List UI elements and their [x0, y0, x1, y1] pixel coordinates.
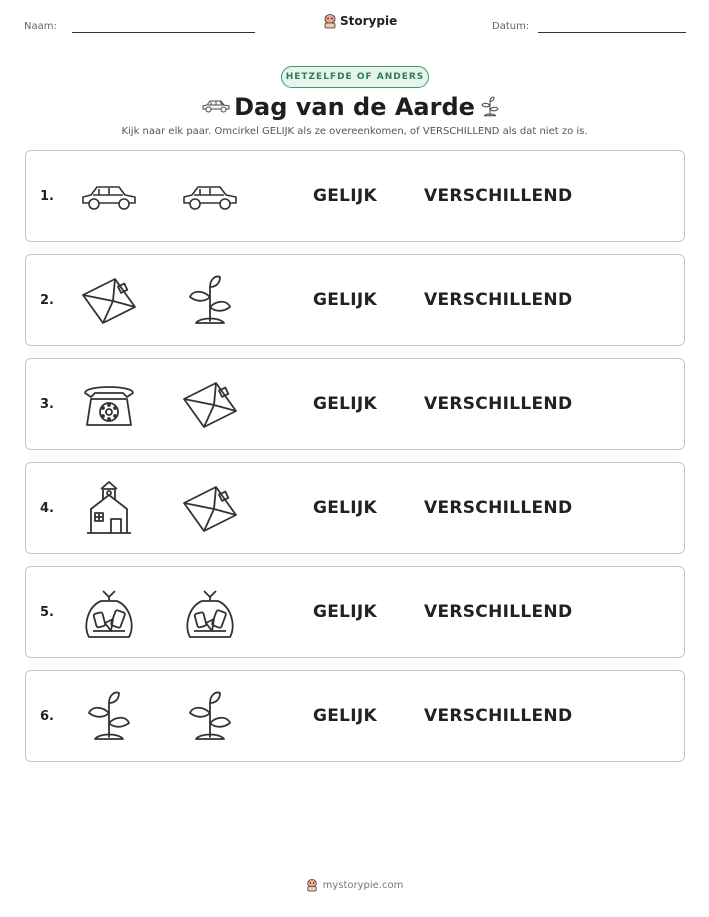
brand-name: Storypie — [340, 14, 398, 28]
recycling-bag-icon — [180, 583, 240, 643]
option-different[interactable]: VERSCHILLEND — [424, 394, 573, 414]
question-row-5 — [25, 566, 685, 658]
car-icon — [79, 167, 139, 227]
storypie-mascot-icon — [323, 13, 337, 29]
sprout-icon — [79, 687, 139, 747]
question-list — [25, 150, 685, 774]
question-number: 2. — [40, 293, 54, 308]
sprout-icon — [478, 93, 502, 125]
name-label: Naam: — [24, 21, 57, 32]
envelope-icon — [180, 479, 240, 539]
footer — [0, 878, 709, 892]
question-number: 3. — [40, 397, 54, 412]
question-row-4 — [25, 462, 685, 554]
date-line[interactable] — [538, 32, 686, 33]
option-different[interactable]: VERSCHILLEND — [424, 706, 573, 726]
option-same[interactable]: GELIJK — [313, 498, 378, 518]
recycling-bag-icon — [79, 583, 139, 643]
option-different[interactable]: VERSCHILLEND — [424, 290, 573, 310]
name-line[interactable] — [72, 32, 255, 33]
option-different[interactable]: VERSCHILLEND — [424, 186, 573, 206]
question-row-6 — [25, 670, 685, 762]
question-number: 1. — [40, 189, 54, 204]
option-different[interactable]: VERSCHILLEND — [424, 602, 573, 622]
question-row-2 — [25, 254, 685, 346]
storypie-mascot-icon — [306, 878, 318, 892]
question-number: 6. — [40, 709, 54, 724]
option-same[interactable]: GELIJK — [313, 186, 378, 206]
schoolhouse-icon — [79, 479, 139, 539]
title-area — [0, 90, 709, 124]
date-label: Datum: — [492, 21, 530, 32]
option-same[interactable]: GELIJK — [313, 394, 378, 414]
sprout-icon — [180, 687, 240, 747]
question-row-3 — [25, 358, 685, 450]
option-same[interactable]: GELIJK — [313, 602, 378, 622]
question-number: 5. — [40, 605, 54, 620]
question-row-1 — [25, 150, 685, 242]
worksheet-type-badge: HETZELFDE OF ANDERS — [281, 66, 429, 88]
option-same[interactable]: GELIJK — [313, 706, 378, 726]
question-number: 4. — [40, 501, 54, 516]
option-same[interactable]: GELIJK — [313, 290, 378, 310]
option-different[interactable]: VERSCHILLEND — [424, 498, 573, 518]
page-title: Dag van de Aarde — [234, 93, 475, 121]
telephone-icon — [79, 375, 139, 435]
car-icon — [180, 167, 240, 227]
sprout-icon — [180, 271, 240, 331]
footer-url[interactable]: mystorypie.com — [322, 879, 404, 891]
worksheet-header — [0, 0, 709, 50]
brand-logo — [323, 13, 397, 29]
envelope-icon — [79, 271, 139, 331]
instructions-text: Kijk naar elk paar. Omcirkel GELIJK als ze overeenkomen, of VERSCHILLEND als dat niet zo is. — [121, 126, 588, 137]
envelope-icon — [180, 375, 240, 435]
